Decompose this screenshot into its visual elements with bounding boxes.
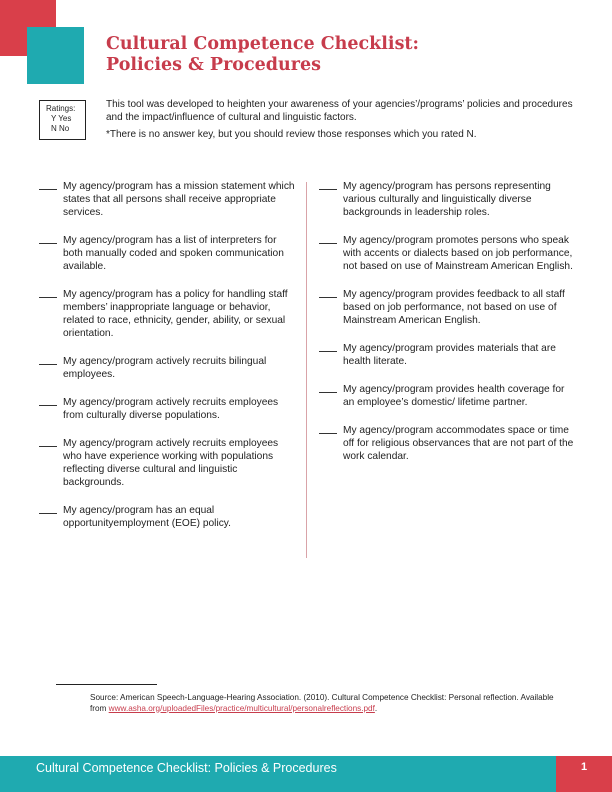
checklist-item-text: My agency/program has persons representing various culturally and linguistically diverse backgrounds in leadership roles. xyxy=(343,181,551,218)
answer-blank[interactable] xyxy=(319,424,337,434)
checklist-item xyxy=(319,342,577,368)
column-divider xyxy=(306,182,307,558)
footer-title: Cultural Competence Checklist: Policies & Procedures xyxy=(36,761,337,775)
intro-text xyxy=(106,98,584,145)
corner-teal-block xyxy=(27,27,84,84)
answer-blank[interactable] xyxy=(319,180,337,190)
source-link[interactable]: www.asha.org/uploadedFiles/practice/multicultural/personalreflections.pdf xyxy=(108,703,375,713)
checklist-item-text: My agency/program provides health coverage for an employee’s domestic/ lifetime partner. xyxy=(343,384,565,408)
answer-blank[interactable] xyxy=(39,504,57,514)
checklist-item-text: My agency/program provides materials that are health literate. xyxy=(343,343,556,367)
checklist-left-column xyxy=(39,180,295,530)
checklist-item-text: My agency/program provides feedback to all staff based on job performance, not based on use of Mainstream American English. xyxy=(343,289,565,326)
answer-blank[interactable] xyxy=(39,396,57,406)
checklist-right-column xyxy=(319,180,577,463)
answer-blank[interactable] xyxy=(39,234,57,244)
rating-no: N No xyxy=(51,124,70,133)
checklist-item xyxy=(39,437,295,489)
answer-blank[interactable] xyxy=(319,234,337,244)
ratings-label: Ratings: xyxy=(46,104,76,113)
page-title xyxy=(106,34,419,76)
checklist-item-text: My agency/program promotes persons who speak with accents or dialects based on job performance, not based on use of Mainstream American English. xyxy=(343,235,573,272)
intro-note: *There is no answer key, but you should review those responses which you rated N. xyxy=(106,129,477,140)
checklist-item xyxy=(39,234,295,273)
checklist-item xyxy=(319,234,577,273)
rating-yes: Y Yes xyxy=(51,114,72,123)
answer-blank[interactable] xyxy=(39,355,57,365)
checklist-item xyxy=(39,504,295,530)
intro-paragraph: This tool was developed to heighten your awareness of your agencies’/programs’ policies and procedures and the impact/influence of cultural and linguistic factors. xyxy=(106,99,573,123)
ratings-legend xyxy=(39,100,86,140)
checklist-item xyxy=(319,180,577,219)
footnote-rule xyxy=(56,684,157,685)
checklist-item-text: My agency/program actively recruits employees who have experience working with populations reflecting diverse cultural and linguistic backgrounds. xyxy=(63,438,279,488)
answer-blank[interactable] xyxy=(319,288,337,298)
checklist-item xyxy=(39,180,295,219)
checklist-item xyxy=(39,396,295,422)
checklist-item-text: My agency/program accommodates space or time off for religious observances that are not part of the work calendar. xyxy=(343,425,574,462)
page-title-line-2: Policies & Procedures xyxy=(106,55,321,75)
page-number: 1 xyxy=(580,761,588,773)
source-text: Source: American Speech-Language-Hearing Association. (2010). Cultural Competence Checklist: Personal reflection. Available from xyxy=(90,693,554,713)
checklist-item xyxy=(319,424,577,463)
answer-blank[interactable] xyxy=(39,288,57,298)
source-citation xyxy=(90,693,570,714)
checklist-item-text: My agency/program has a list of interpreters for both manually coded and spoken communication available. xyxy=(63,235,284,272)
source-end: . xyxy=(374,703,378,713)
answer-blank[interactable] xyxy=(319,383,337,393)
checklist-item-text: My agency/program actively recruits bilingual employees. xyxy=(63,356,267,380)
answer-blank[interactable] xyxy=(319,342,337,352)
checklist-item-text: My agency/program has a mission statement which states that all persons shall receive appropriate services. xyxy=(63,181,295,218)
checklist-item xyxy=(39,355,295,381)
checklist-item-text: My agency/program actively recruits employees from culturally diverse populations. xyxy=(63,397,279,421)
checklist-item-text: My agency/program has a policy for handling staff members’ inappropriate language or behavior, related to race, ethnicity, gender, ability, or sexual orientation. xyxy=(63,289,288,339)
checklist-item xyxy=(39,288,295,340)
page-title-line-1: Cultural Competence Checklist: xyxy=(106,34,419,54)
checklist-item-text: My agency/program has an equal opportunityemployment (EOE) policy. xyxy=(63,505,231,529)
checklist-item xyxy=(319,288,577,327)
checklist-item xyxy=(319,383,577,409)
answer-blank[interactable] xyxy=(39,180,57,190)
answer-blank[interactable] xyxy=(39,437,57,447)
